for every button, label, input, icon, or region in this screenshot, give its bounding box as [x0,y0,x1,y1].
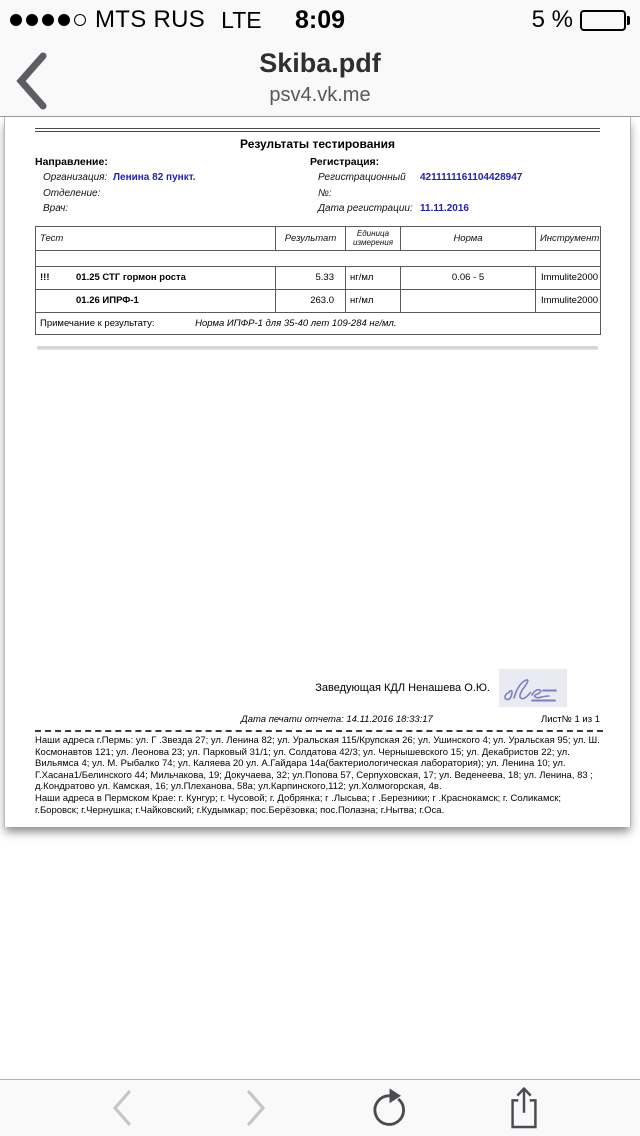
reload-icon [369,1086,411,1130]
table-spacer-row [36,250,601,266]
document-title: Результаты тестирования [239,137,395,151]
document-header-info [35,155,600,217]
history-forward-button[interactable] [232,1084,280,1132]
direction-heading: Направление: [35,156,108,168]
test-result: 263.0 [276,289,346,312]
share-icon [505,1083,543,1133]
dept-row [35,186,310,202]
table-row [36,289,601,312]
registration-heading: Регистрация: [310,156,380,168]
network-type-label: LTE [221,6,262,33]
document-top-rule [35,128,600,132]
page-title: Skiba.pdf [259,48,381,78]
col-header-norm: Норма [401,226,536,250]
print-info [241,714,600,725]
test-unit: нг/мл [346,266,401,289]
nav-bar [0,40,640,117]
addresses-krai: Наши адреса в Пермском Крае: г. Кунгур; г. Чусовой; г. Добрянка; г .Лысьва; г .Березники; г .Краснокамск; г. Соликамск; г.Боровск; г.Чернушка; г.Чайковский; г.Кудымкар; пос.Берёзовка; пос.Полазна; г.Нытва; г.Оса. [35,792,562,816]
regnum-row [310,170,600,201]
addresses-perm: Наши адреса г.Пермь: ул. Г .Звезда 27; ул. Ленина 82; ул. Уральская 115/Крупская 26; ул. Ушинского 4; ул. Уральская 95; ул. Ш. Космонавтов 121; ул. Леонова 23; ул. Парковый 31/1; ул. Солдатова 42/3; ул. Чернышевского 15; ул. Декабристов 22; ул. Вильямса 4; ул. М. Рыбалко 74; ул. Каляева 20 ул. А.Гайдара 14а(бактериологическая лаборатория); ул. Ленина 10; ул. Г.Хасана1/Белинского 44; Мильчакова, 19; Докучаева, 32; ул.Попова 57, Серпуховская, 17; ул. Веденеева, 18; ул. Ленина, 83 ; д.Кондратово ул. Камская, 16; ул.Плеханова, 58а; ул.Карпинского,112; ул.Холмогорская, 4в. [35,735,600,793]
sheet-number: Лист№ 1 из 1 [541,714,600,725]
test-name: 01.25 СТГ гормон роста [76,272,186,283]
addresses-footer [35,735,605,816]
abnormal-flag: !!! [40,272,50,283]
col-header-result: Результат [276,226,346,250]
doctor-row [35,201,310,217]
carrier-label: MTS RUS [95,6,206,33]
results-table-header [36,226,601,250]
reload-button[interactable] [366,1084,414,1132]
test-result: 5.33 [276,266,346,289]
table-row [36,266,601,289]
back-button[interactable] [10,52,54,110]
test-norm [401,289,536,312]
col-header-unit: Единица измерения [346,226,401,250]
regdate-value: 11.11.2016 [420,203,469,214]
page-domain: psv4.vk.me [269,84,371,106]
test-unit: нг/мл [346,289,401,312]
pdf-viewer[interactable] [0,117,640,1079]
doctor-label: Врач: [43,203,69,214]
battery-percent: 5 % [531,6,573,33]
share-button[interactable] [500,1084,548,1132]
test-instrument: Immulite2000 [536,266,601,289]
org-value: Ленина 82 пункт. [113,172,196,183]
note-label: Примечание к результату: [40,317,155,329]
test-instrument: Immulite2000 [536,289,601,312]
section-divider [37,346,598,349]
note-row [36,312,601,334]
regdate-label: Дата регистрации: [318,203,413,214]
test-name: 01.26 ИПРФ-1 [76,295,139,306]
note-text: Норма ИПФР-1 для 35-40 лет 109-284 нг/мл. [195,317,397,329]
chevron-left-icon [110,1088,134,1128]
dashed-divider [35,730,603,732]
regnum-label: Регистрационный №: [318,172,406,199]
signature-block [315,669,567,707]
battery-icon [580,10,630,31]
org-row [35,170,310,186]
org-label: Организация: [43,172,108,183]
browser-toolbar [0,1079,640,1136]
handwritten-signature [499,669,567,707]
chevron-left-icon [14,52,50,110]
test-norm: 0.06 - 5 [401,266,536,289]
col-header-instrument: Инструмент [536,226,601,250]
dept-label: Отделение: [43,187,101,199]
history-back-button[interactable] [98,1084,146,1132]
regdate-row [310,201,600,217]
results-table [35,226,601,335]
status-bar [0,0,640,40]
chevron-right-icon [244,1088,268,1128]
clock: 8:09 [294,5,346,34]
signatory-title: Заведующая КДЛ Ненашева О.Ю. [315,682,490,694]
regnum-value: 4211111161104428947 [420,172,523,183]
pdf-page [4,117,631,827]
col-header-test: Тест [36,226,276,250]
print-date: Дата печати отчета: 14.11.2016 18:33:17 [241,714,433,725]
